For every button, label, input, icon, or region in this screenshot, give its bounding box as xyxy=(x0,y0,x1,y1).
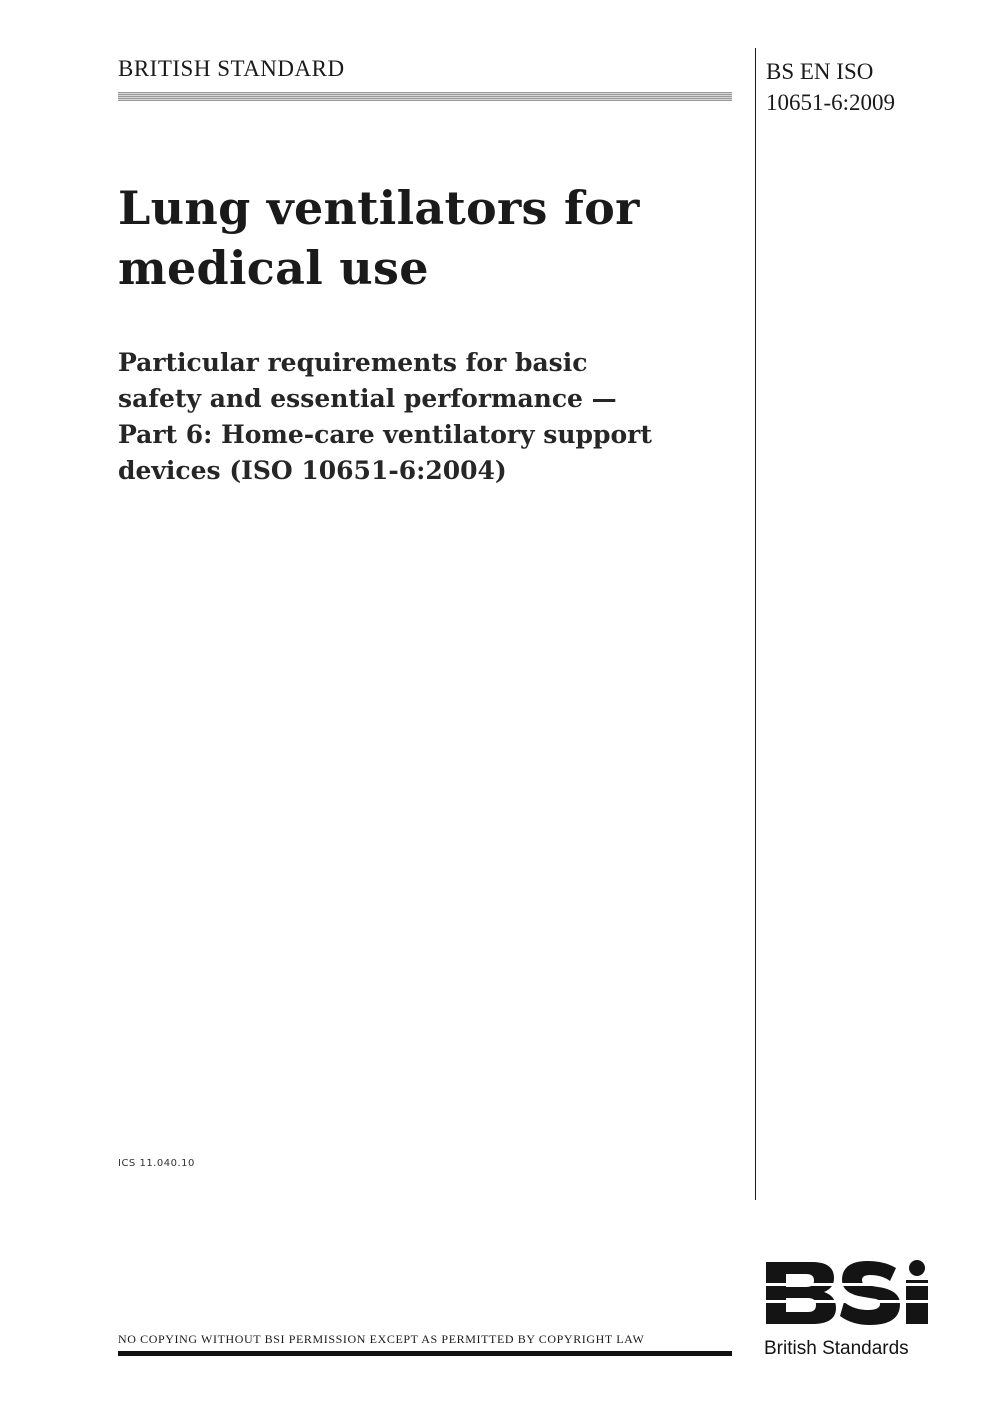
footer-divider xyxy=(118,1351,732,1356)
bsi-logo-icon xyxy=(764,1258,936,1364)
document-subtitle xyxy=(118,345,738,489)
ics-code: ICS 11.040.10 xyxy=(118,1158,195,1169)
subtitle-line4: devices (ISO 10651-6:2004) xyxy=(118,456,507,485)
document-title xyxy=(118,178,738,298)
document-type-label: BRITISH STANDARD xyxy=(118,56,345,81)
subtitle-line2: safety and essential performance — xyxy=(118,384,617,413)
standard-number-line2: 10651-6:2009 xyxy=(766,90,896,115)
standard-number xyxy=(766,56,895,118)
bsi-logo-mark xyxy=(764,1260,932,1325)
header-divider xyxy=(118,92,732,101)
bsi-logo-text: British Standards xyxy=(764,1338,909,1359)
title-line1: Lung ventilators for xyxy=(118,181,640,235)
subtitle-line3: Part 6: Home-care ventilatory support xyxy=(118,420,652,449)
copyright-notice: NO COPYING WITHOUT BSI PERMISSION EXCEPT AS PERMITTED BY COPYRIGHT LAW xyxy=(118,1332,645,1346)
standard-number-line1: BS EN ISO xyxy=(766,59,874,84)
vertical-divider xyxy=(755,48,756,1200)
title-line2: medical use xyxy=(118,241,429,295)
subtitle-line1: Particular requirements for basic xyxy=(118,348,588,377)
